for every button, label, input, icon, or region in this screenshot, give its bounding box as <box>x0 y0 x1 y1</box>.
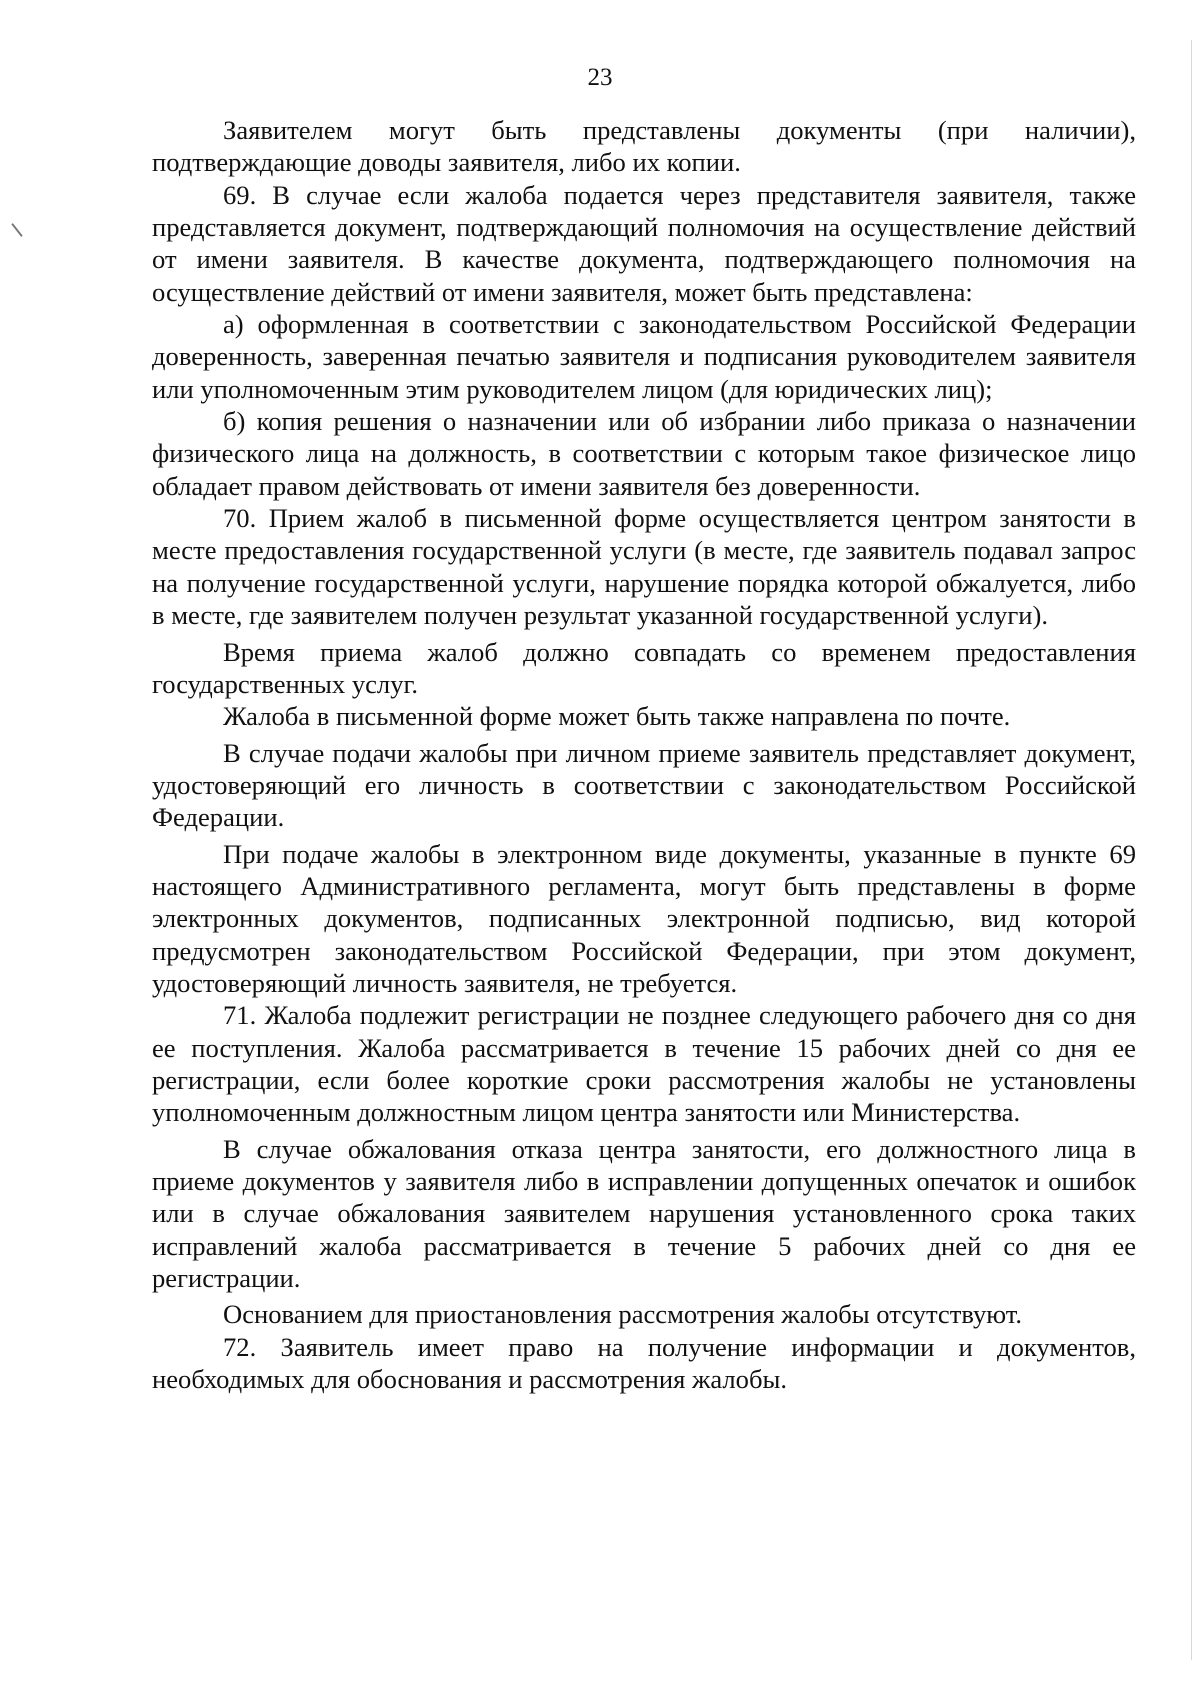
paragraph-item-69: 69. В случае если жалоба подается через представителя заявителя, также представляется документ, подтверждающий полномочия на осуществление действий от имени заявителя. В качестве документа, подтверждающего полномочия на осуществление действий от имени заявителя, может быть представлена: <box>152 179 1136 307</box>
paragraph-personal-reception: В случае подачи жалобы при личном приеме заявитель представляет документ, удостоверяющий его личность в соответствии с законодательством Российской Федерации. <box>152 737 1136 833</box>
paragraph-appeal-refusal: В случае обжалования отказа центра занятости, его должностного лица в приеме документов у заявителя либо в исправлении допущенных опечаток и ошибок или в случае обжалования заявителем нарушения установленного срока таких исправлений жалоба рассматривается в течение 5 рабочих дней со дня ее регистрации. <box>152 1133 1136 1294</box>
page-number: 23 <box>587 64 613 91</box>
scan-edge-line <box>1191 40 1192 1660</box>
paragraph-item-71: 71. Жалоба подлежит регистрации не позднее следующего рабочего дня со дня ее поступления. Жалоба рассматривается в течение 15 рабочих дней со дня ее регистрации, если более короткие сроки рассмотрения жалобы не установлены уполномоченным должностным лицом центра занятости или Министерства. <box>152 1000 1136 1128</box>
paragraph-item-72: 72. Заявитель имеет право на получение информации и документов, необходимых для обоснования и рассмотрения жалобы. <box>152 1331 1136 1395</box>
paragraph-subitem-a: а) оформленная в соответствии с законодательством Российской Федерации доверенность, заверенная печатью заявителя и подписания руководителем заявителя или уполномоченным этим руководителем лицом (для юридических лиц); <box>152 309 1136 404</box>
scan-mark <box>11 223 22 237</box>
document-body <box>152 114 1136 1395</box>
paragraph-electronic-submission: При подаче жалобы в электронном виде документы, указанные в пункте 69 настоящего Административного регламента, могут быть представлены в форме электронных документов, подписанных электронной подписью, вид которой предусмотрен законодательством Российской Федерации, при этом документ, удостоверяющий личность заявителя, не требуется. <box>152 838 1136 998</box>
paragraph-documents-list: Заявителем могут быть представлены документы (при наличии), подтверждающие доводы заявителя, либо их копии. <box>152 115 1136 178</box>
paragraph-mail-submission: Жалоба в письменной форме может быть также направлена по почте. <box>223 701 1011 732</box>
paragraph-subitem-b: б) копия решения о назначении или об избрании либо приказа о назначении физического лица на должность, в соответствии с которым такое физическое лицо обладает правом действовать от имени заявителя без доверенности. <box>152 406 1136 501</box>
paragraph-reception-time: Время приема жалоб должно совпадать со временем предоставления государственных услуг. <box>152 636 1136 699</box>
paragraph-item-70: 70. Прием жалоб в письменной форме осуществляется центром занятости в месте предоставления государственной услуги (в месте, где заявитель подавал запрос на получение государственной услуги, нарушение порядка которой обжалуется, либо в месте, где заявителем получен результат указанной государственной услуги). <box>152 503 1136 631</box>
paragraph-no-suspension-grounds: Основанием для приостановления рассмотрения жалобы отсутствуют. <box>223 1299 1023 1330</box>
